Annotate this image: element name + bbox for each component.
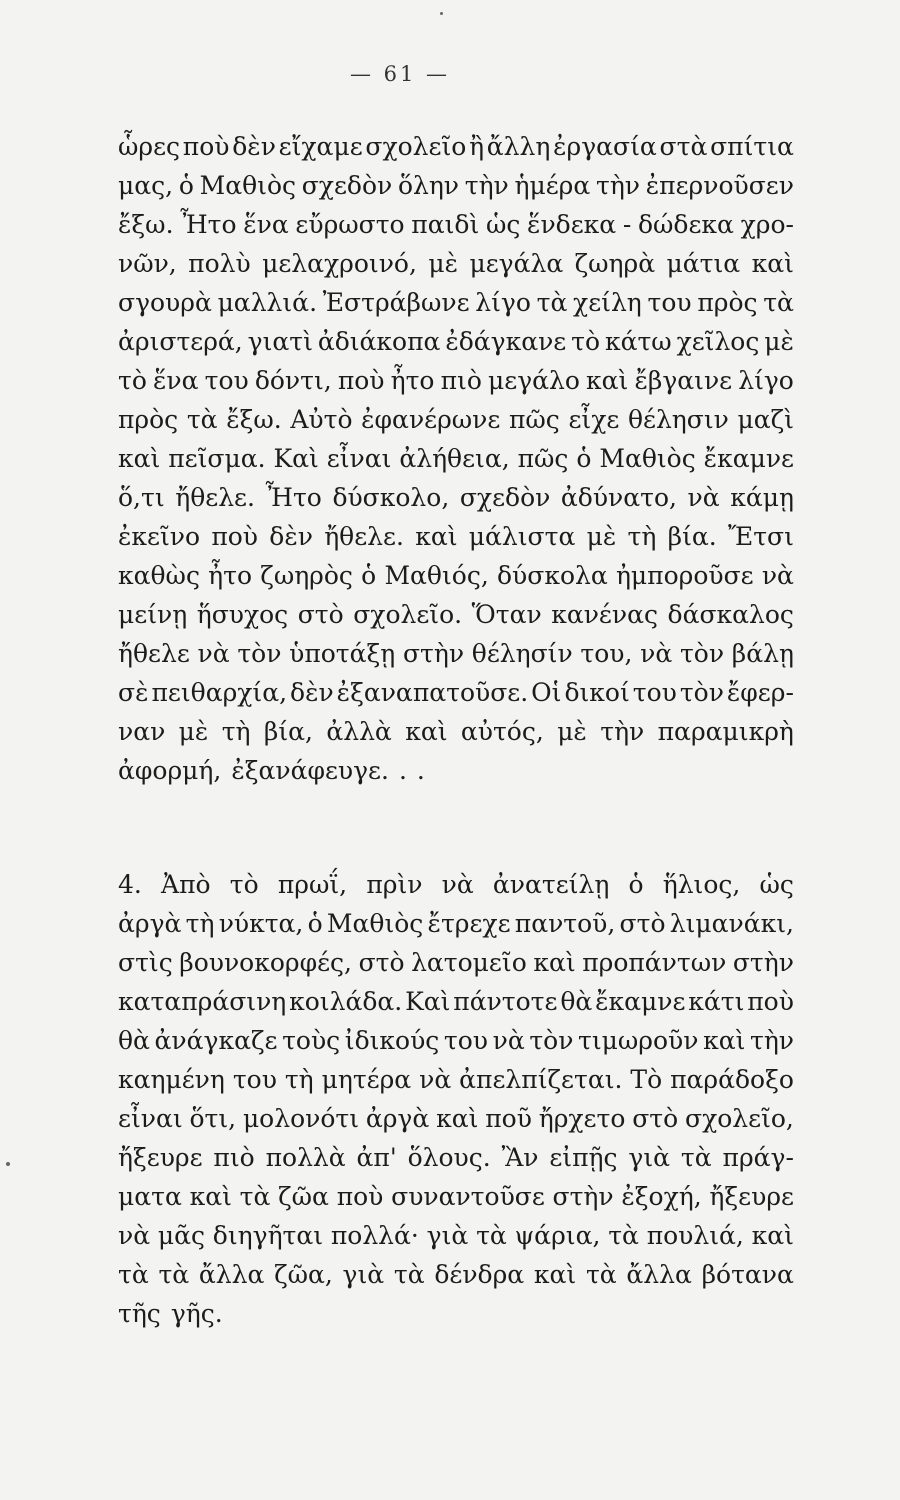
text-line: νῶν, πολὺ μελαχροινό, μὲ μεγάλα ζωηρὰ μάτια καὶ bbox=[118, 249, 794, 278]
paragraph bbox=[118, 865, 794, 1333]
text-line: νὰ μᾶς διηγῆται πολλά· γιὰ τὰ ψάρια, τὰ πουλιά, καὶ bbox=[118, 1221, 794, 1250]
text-line: μείνῃ ἥσυχος στὸ σχολεῖο. Ὅταν κανένας δάσκαλος bbox=[118, 600, 794, 629]
text-line: εἶναι ὅτι, μολονότι ἀργὰ καὶ ποῦ ἤρχετο στὸ σχολεῖο, bbox=[118, 1104, 794, 1133]
text-line: καημένη του τὴ μητέρα νὰ ἀπελπίζεται. Τὸ παράδοξο bbox=[118, 1065, 794, 1094]
text-line: σὲ πειθαρχία, δὲν ἐξαναπατοῦσε. Οἱ δικοί του τὸν ἔφερ- bbox=[118, 678, 794, 707]
text-line: ἔξω. Ἦτο ἕνα εὔρωστο παιδὶ ὡς ἕνδεκα - δώδεκα χρο- bbox=[118, 210, 794, 239]
text-line: τὰ τὰ ἄλλα ζῶα, γιὰ τὰ δένδρα καὶ τὰ ἄλλα βότανα bbox=[118, 1260, 794, 1289]
text-line: θὰ ἀνάγκαζε τοὺς ἰδικούς του νὰ τὸν τιμωροῦν καὶ τὴν bbox=[118, 1026, 794, 1055]
text-line: 4. Ἀπὸ τὸ πρωΐ, πρὶν νὰ ἀνατείλῃ ὁ ἥλιος, ὡς bbox=[118, 870, 794, 899]
text-line: στὶς βουνοκορφές, στὸ λατομεῖο καὶ προπάντων στὴν bbox=[118, 948, 794, 977]
paragraph bbox=[118, 127, 794, 790]
scan-speck bbox=[6, 1162, 10, 1166]
text-line: μας, ὁ Μαθιὸς σχεδὸν ὅλην τὴν ἡμέρα τὴν ἐπερνοῦσεν bbox=[118, 171, 794, 200]
page-number: — 61 — bbox=[349, 62, 451, 86]
text-line: ἐκεῖνο ποὺ δὲν ἤθελε. καὶ μάλιστα μὲ τὴ βία. Ἔτσι bbox=[118, 522, 794, 551]
scan-speck bbox=[440, 12, 443, 15]
text-line: τὸ ἕνα του δόντι, ποὺ ἦτο πιὸ μεγάλο καὶ ἔβγαινε λίγο bbox=[118, 366, 794, 395]
text-line: ἀφορμή, ἐξανάφευγε. . . bbox=[118, 756, 425, 785]
text-line: τῆς γῆς. bbox=[118, 1299, 223, 1328]
text-line: καταπράσινη κοιλάδα. Καὶ πάντοτε θὰ ἔκαμνε κάτι ποὺ bbox=[118, 987, 794, 1016]
text-line: πρὸς τὰ ἔξω. Αὐτὸ ἐφανέρωνε πῶς εἶχε θέλησιν μαζὶ bbox=[118, 405, 794, 434]
text-line: σγουρὰ μαλλιά. Ἐστράβωνε λίγο τὰ χείλη του πρὸς τὰ bbox=[118, 288, 794, 317]
text-line: ναν μὲ τὴ βία, ἀλλὰ καὶ αὐτός, μὲ τὴν παραμικρὴ bbox=[118, 717, 794, 746]
text-line: ἤξευρε πιὸ πολλὰ ἀπ' ὅλους. Ἂν εἰπῇς γιὰ τὰ πράγ- bbox=[118, 1143, 794, 1172]
text-line: ὅ,τι ἤθελε. Ἦτο δύσκολο, σχεδὸν ἀδύνατο, νὰ κάμῃ bbox=[118, 483, 794, 512]
text-line: ματα καὶ τὰ ζῶα ποὺ συναντοῦσε στὴν ἐξοχή, ἤξευρε bbox=[118, 1182, 794, 1211]
text-line: ἤθελε νὰ τὸν ὑποτάξῃ στὴν θέλησίν του, νὰ τὸν βάλῃ bbox=[118, 639, 794, 668]
text-line: ἀριστερά, γιατὶ ἀδιάκοπα ἐδάγκανε τὸ κάτω χεῖλος μὲ bbox=[118, 327, 794, 356]
text-line: ὧρες ποὺ δὲν εἴχαμε σχολεῖο ἢ ἄλλη ἐργασία στὰ σπίτια bbox=[118, 132, 794, 161]
text-line: ἀργὰ τὴ νύκτα, ὁ Μαθιὸς ἔτρεχε παντοῦ, στὸ λιμανάκι, bbox=[118, 909, 794, 938]
text-line: καὶ πεῖσμα. Καὶ εἶναι ἀλήθεια, πῶς ὁ Μαθιὸς ἔκαμνε bbox=[118, 444, 794, 473]
text-line: καθὼς ἦτο ζωηρὸς ὁ Μαθιός, δύσκολα ἠμποροῦσε νὰ bbox=[118, 561, 794, 590]
